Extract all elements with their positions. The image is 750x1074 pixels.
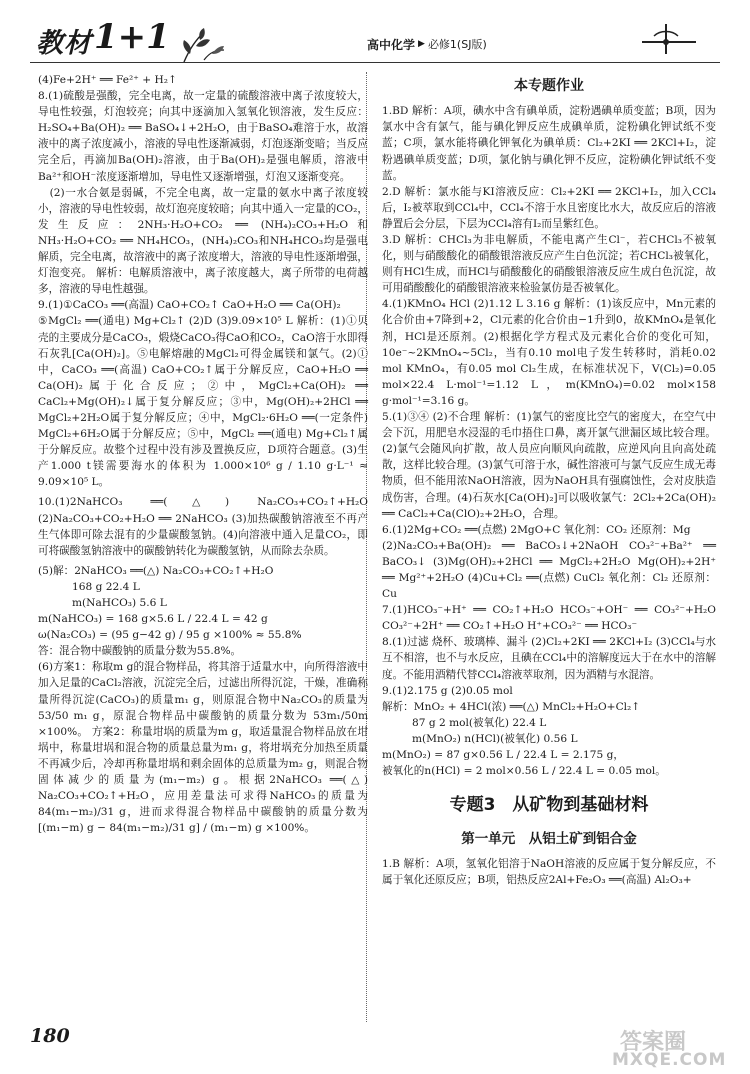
play-arrow-icon: ▶ [418, 39, 425, 50]
leaf-ornament-icon [180, 28, 226, 64]
calc-ratio-2: m(NaHCO₃) 5.6 L [72, 597, 167, 609]
answer-item-1: 1.BD 解析：A项，碘水中含有碘单质，淀粉遇碘单质变蓝；B项，因为氯水中含有氯气，能与碘化钾反应生成碘单质，淀粉碘化钾试纸不变蓝；C项，氯水能将碘化钾氧化为碘单质：Cl₂+2KI ══ 2KCl+I₂，淀粉遇碘单质变蓝；D项，氯化钠与碘化钾不反应，淀粉碘化钾试纸不变蓝。 [382, 105, 716, 182]
chapter-title: 专题3 从矿物到基础材料 [449, 795, 649, 816]
answer-item-4: 4.(1)KMnO₄ HCl (2)1.12 L 3.16 g 解析：(1)该反应中，Mn元素的化合价由+7降到+2，Cl元素的化合价由−1升到0，故KMnO₄是氧化剂，HCl是还原剂。(2)根据化学方程式及元素化合价的变化可知，10e⁻~2KMnO₄~5Cl₂，当有0.10 mol电子发生转移时，消耗0.02 mol KMnO₄，有0.05 mol Cl₂生成，在标准状况下，V(Cl₂)=0.05 mol×22.4 L·mol⁻¹=1.12 L，m(KMnO₄)=0.02 mol×158 g·mol⁻¹=3.16 g。 [382, 298, 716, 407]
calc-mass: m(NaHCO₃) = 168 g×5.6 L / 22.4 L = 42 g [38, 613, 268, 626]
calc-ratio-1: 168 g 22.4 L [72, 580, 140, 593]
answer-line: (4)Fe+2H⁺ ══ Fe²⁺ + H₂↑ [38, 74, 177, 86]
book-info [367, 36, 487, 54]
answer-item-9-body: ⑤MgCl₂ ══(通电) Mg+Cl₂↑ (2)D (3)9.09×10⁵ L 解析：(1)①贝壳的主要成分是CaCO₃，煅烧CaCO₃得CaO和CO₂，CaO溶于水即得石灰乳[Ca(OH)₂]。⑤电解熔融的MgCl₂可得金属镁和氯气。(2)①中，CaCO₃ ══(高温) CaO+CO₂↑属于分解反应，CaO+H₂O ══ Ca(OH)₂属于化合反应；②中，MgCl₂+Ca(OH)₂ ══ CaCl₂+Mg(OH)₂↓属于复分解反应；③中，Mg(OH)₂+2HCl ══ MgCl₂+2H₂O属于复分解反应；④中，MgCl₂·6H₂O ══(一定条件) MgCl₂+6H₂O属于分解反应；⑤中，MgCl₂ ══(通电) Mg+Cl₂↑属于分解反应。故整个过程中没有涉及置换反应，D项符合题意。(3)生产1.000 t镁需要海水的体积为 1.000×10⁶ g / 1.10 g·L⁻¹ ≈ 9.09×10⁵ L。 [38, 315, 368, 489]
book-subject: 高中化学 [367, 38, 416, 52]
book-logo [36, 12, 226, 64]
calc-mass: m(MnO₂) = 87 g×0.56 L / 22.4 L = 2.175 g， [382, 749, 624, 762]
section-title: 本专题作业 [514, 78, 584, 94]
answer-item-3: 3.D 解析：CHCl₃为非电解质，不能电离产生Cl⁻，若CHCl₃不被氧化，则与硝酸酸化的硝酸银溶液反应产生白色沉淀；若CHCl₃被氧化，则有HCl生成，而HCl与硝酸酸化的硝酸银溶液反应生成白色沉淀，故可用硝酸酸化的硝酸银溶液来检验氯仿是否被氧化。 [382, 234, 716, 295]
right-column [382, 72, 716, 888]
calc-answer: 答：混合物中碳酸钠的质量分数为55.8%。 [38, 645, 242, 658]
page-number: 180 [30, 1025, 70, 1047]
answer-item-7: 7.(1)HCO₃⁻+H⁺ ══ CO₂↑+H₂O HCO₃⁻+OH⁻ ══ CO₃²⁻+H₂O CO₃²⁻+2H⁺ ══ CO₂↑+H₂O H⁺+CO₃²⁻ ══ HCO₃⁻ [382, 604, 716, 633]
watermark-logo: 答案圈 [620, 1030, 687, 1055]
calc-moles: 被氧化的n(HCl) = 2 mol×0.56 L / 22.4 L = 0.05 mol。 [382, 765, 666, 778]
logo-text: 教材 [36, 27, 92, 59]
answer-item-1-chapter3: 1.B 解析：A项，氢氧化铝溶于NaOH溶液的反应属于复分解反应，不属于氧化还原反应；B项，铝热反应2Al+Fe₂O₃ ══(高温) Al₂O₃+ [382, 857, 716, 886]
page-header [0, 0, 750, 68]
answer-item-8: 8.(1)硫酸是强酸，完全电离，故一定量的硫酸溶液中离子浓度较大，导电性较强，灯泡较亮；向其中逐滴加入氢氧化钡溶液，发生反应：H₂SO₄+Ba(OH)₂ ══ BaSO₄↓+2H₂O，由于BaSO₄难溶于水，故溶液中的离子浓度减小，溶液的导电性逐渐减弱，灯泡逐渐变暗；当反应完全后，再滴加Ba(OH)₂溶液，由于Ba(OH)₂是强电解质，溶液中Ba²⁺和OH⁻浓度逐渐增加，导电性又逐渐增强，灯泡又逐渐变亮。 [38, 90, 368, 183]
calc-equation: 解析：MnO₂ + 4HCl(浓) ══(△) MnCl₂+H₂O+Cl₂↑ [382, 700, 641, 713]
calc-fraction: ω(Na₂CO₃) = (95 g−42 g) / 95 g ×100% ≈ 55.8% [38, 629, 302, 642]
answer-item-2: 2.D 解析：氯水能与KI溶液反应：Cl₂+2KI ══ 2KCl+I₂，加入CCl₄后，I₂被萃取到CCl₄中，CCl₄不溶于水且密度比水大，故反应后的溶液静置后会分层，下层为CCl₄溶有I₂而呈紫红色。 [382, 185, 716, 230]
answer-item-8: 8.(1)过滤 烧杯、玻璃棒、漏斗 (2)Cl₂+2KI ══ 2KCl+I₂ (3)CCl₄与水互不相溶，也不与水反应，且碘在CCl₄中的溶解度远大于在水中的溶解度。不能用酒精代替CCl₄溶液萃取剂，因为酒精与水混溶。 [382, 636, 716, 681]
header-rule [30, 62, 720, 63]
answer-item-9-line1: 9.(1)①CaCO₃ ══(高温) CaO+CO₂↑ CaO+H₂O ══ Ca(OH)₂ [38, 299, 341, 312]
cross-ornament-icon [640, 22, 698, 56]
answer-item-5: 5.(1)③④ (2)不合理 解析：(1)氯气的密度比空气的密度大，在空气中会下沉，用肥皂水浸湿的毛巾捂住口鼻，离开氯气泄漏区域比较合理。(2)氯气会随风向扩散，故人员应向顺风向疏散，应逆风向且向高处疏散，这样比较合理。(3)氯气可溶于水，碱性溶液可与氯气反应生成无毒物质，但不能用浓NaOH溶液，因为NaOH具有强腐蚀性，会对皮肤造成伤害，合理。(4)石灰水[Ca(OH)₂]可以吸收氯气：2Cl₂+2Ca(OH)₂ ══ CaCl₂+Ca(ClO)₂+2H₂O，合理。 [382, 411, 716, 520]
answer-item-6-part2: (2)Na₂CO₃+Ba(OH)₂ ══ BaCO₃↓+2NaOH CO₃²⁻+Ba²⁺ ══ BaCO₃↓ (3)Mg(OH)₂+2HCl ══ MgCl₂+2H₂O Mg(OH)₂+2H⁺ ══ Mg²⁺+2H₂O (4)Cu+Cl₂ ══(点燃) CuCl₂ 氧化剂：Cl₂ 还原剂：Cu [382, 539, 716, 601]
book-edition: 必修1(SJ版) [427, 37, 487, 51]
calc-ratio-1: 87 g 2 mol(被氧化) 22.4 L [412, 716, 547, 729]
answer-item-8-part2: (2)一水合氨是弱碱，不完全电离，故一定量的氨水中离子浓度较小，溶液的导电性较弱，故灯泡亮度较暗；向其中通入一定量的CO₂，发生反应：2NH₃·H₂O+CO₂ ══ (NH₄)₂CO₃+H₂O和NH₃·H₂O+CO₂ ══ NH₄HCO₃，(NH₄)₂CO₃和NH₄HCO₃均是强电解质，完全电离，故溶液中的离子浓度增大，溶液的导电性逐渐增强，灯泡变亮。 解析：电解质溶液中，离子浓度越大，离子所带的电荷越多，溶液的导电性越强。 [38, 186, 368, 296]
calc-ratio-2: m(MnO₂) n(HCl)(被氧化) 0.56 L [412, 732, 578, 745]
answer-item-10: 10.(1)2NaHCO₃ ══(△) Na₂CO₃+CO₂↑+H₂O (2)Na₂CO₃+CO₂+H₂O ══ 2NaHCO₃ (3)加热碳酸钠溶液至不再产生气体即可除去混有的少量碳酸氢钠。(4)向溶液中通入足量CO₂，即可将碳酸氢钠溶液中的碳酸钠转化为碳酸氢钠，从而除去杂质。 [38, 496, 368, 557]
answer-item-9: 9.(1)2.175 g (2)0.05 mol [382, 684, 513, 697]
unit-title: 第一单元 从铝土矿到铝合金 [461, 831, 637, 848]
left-column [38, 72, 368, 836]
watermark-url: MXQE.COM [612, 1050, 727, 1070]
answer-item-6: 6.(1)2Mg+CO₂ ══(点燃) 2MgO+C 氧化剂：CO₂ 还原剂：Mg [382, 523, 691, 536]
logo-number: 1+1 [94, 17, 170, 57]
calc-equation: (5)解：2NaHCO₃ ══(△) Na₂CO₃+CO₂↑+H₂O [38, 564, 274, 577]
answer-item-10-part6: (6)方案1：称取m g的混合物样品，将其溶于适量水中，向所得溶液中加入足量的CaCl₂溶液，沉淀完全后，过滤出所得沉淀，干燥，准确称量所得沉淀(CaCO₃)的质量m₁ g，则原混合物中Na₂CO₃的质量为 53/50 m₁ g，原混合物样品中碳酸钠的质量分数为 53m₁/50m ×100%。 方案2：称量坩埚的质量为m g，取适量混合物样品放在坩埚中，称量坩埚和混合物的质量总量为m₁ g，将坩埚充分加热至质量不再减少后，冷却再称量坩埚和剩余固体的总质量为m₂ g，则混合物固体减少的质量为(m₁−m₂) g。根据2NaHCO₃ ══(△) Na₂CO₃+CO₂↑+H₂O，应用差量法可求得NaHCO₃的质量为 84(m₁−m₂)/31 g，进而求得混合物样品中碳酸钠的质量分数为 [(m₁−m) g − 84(m₁−m₂)/31 g] / (m₁−m) g ×100%。 [38, 661, 368, 835]
